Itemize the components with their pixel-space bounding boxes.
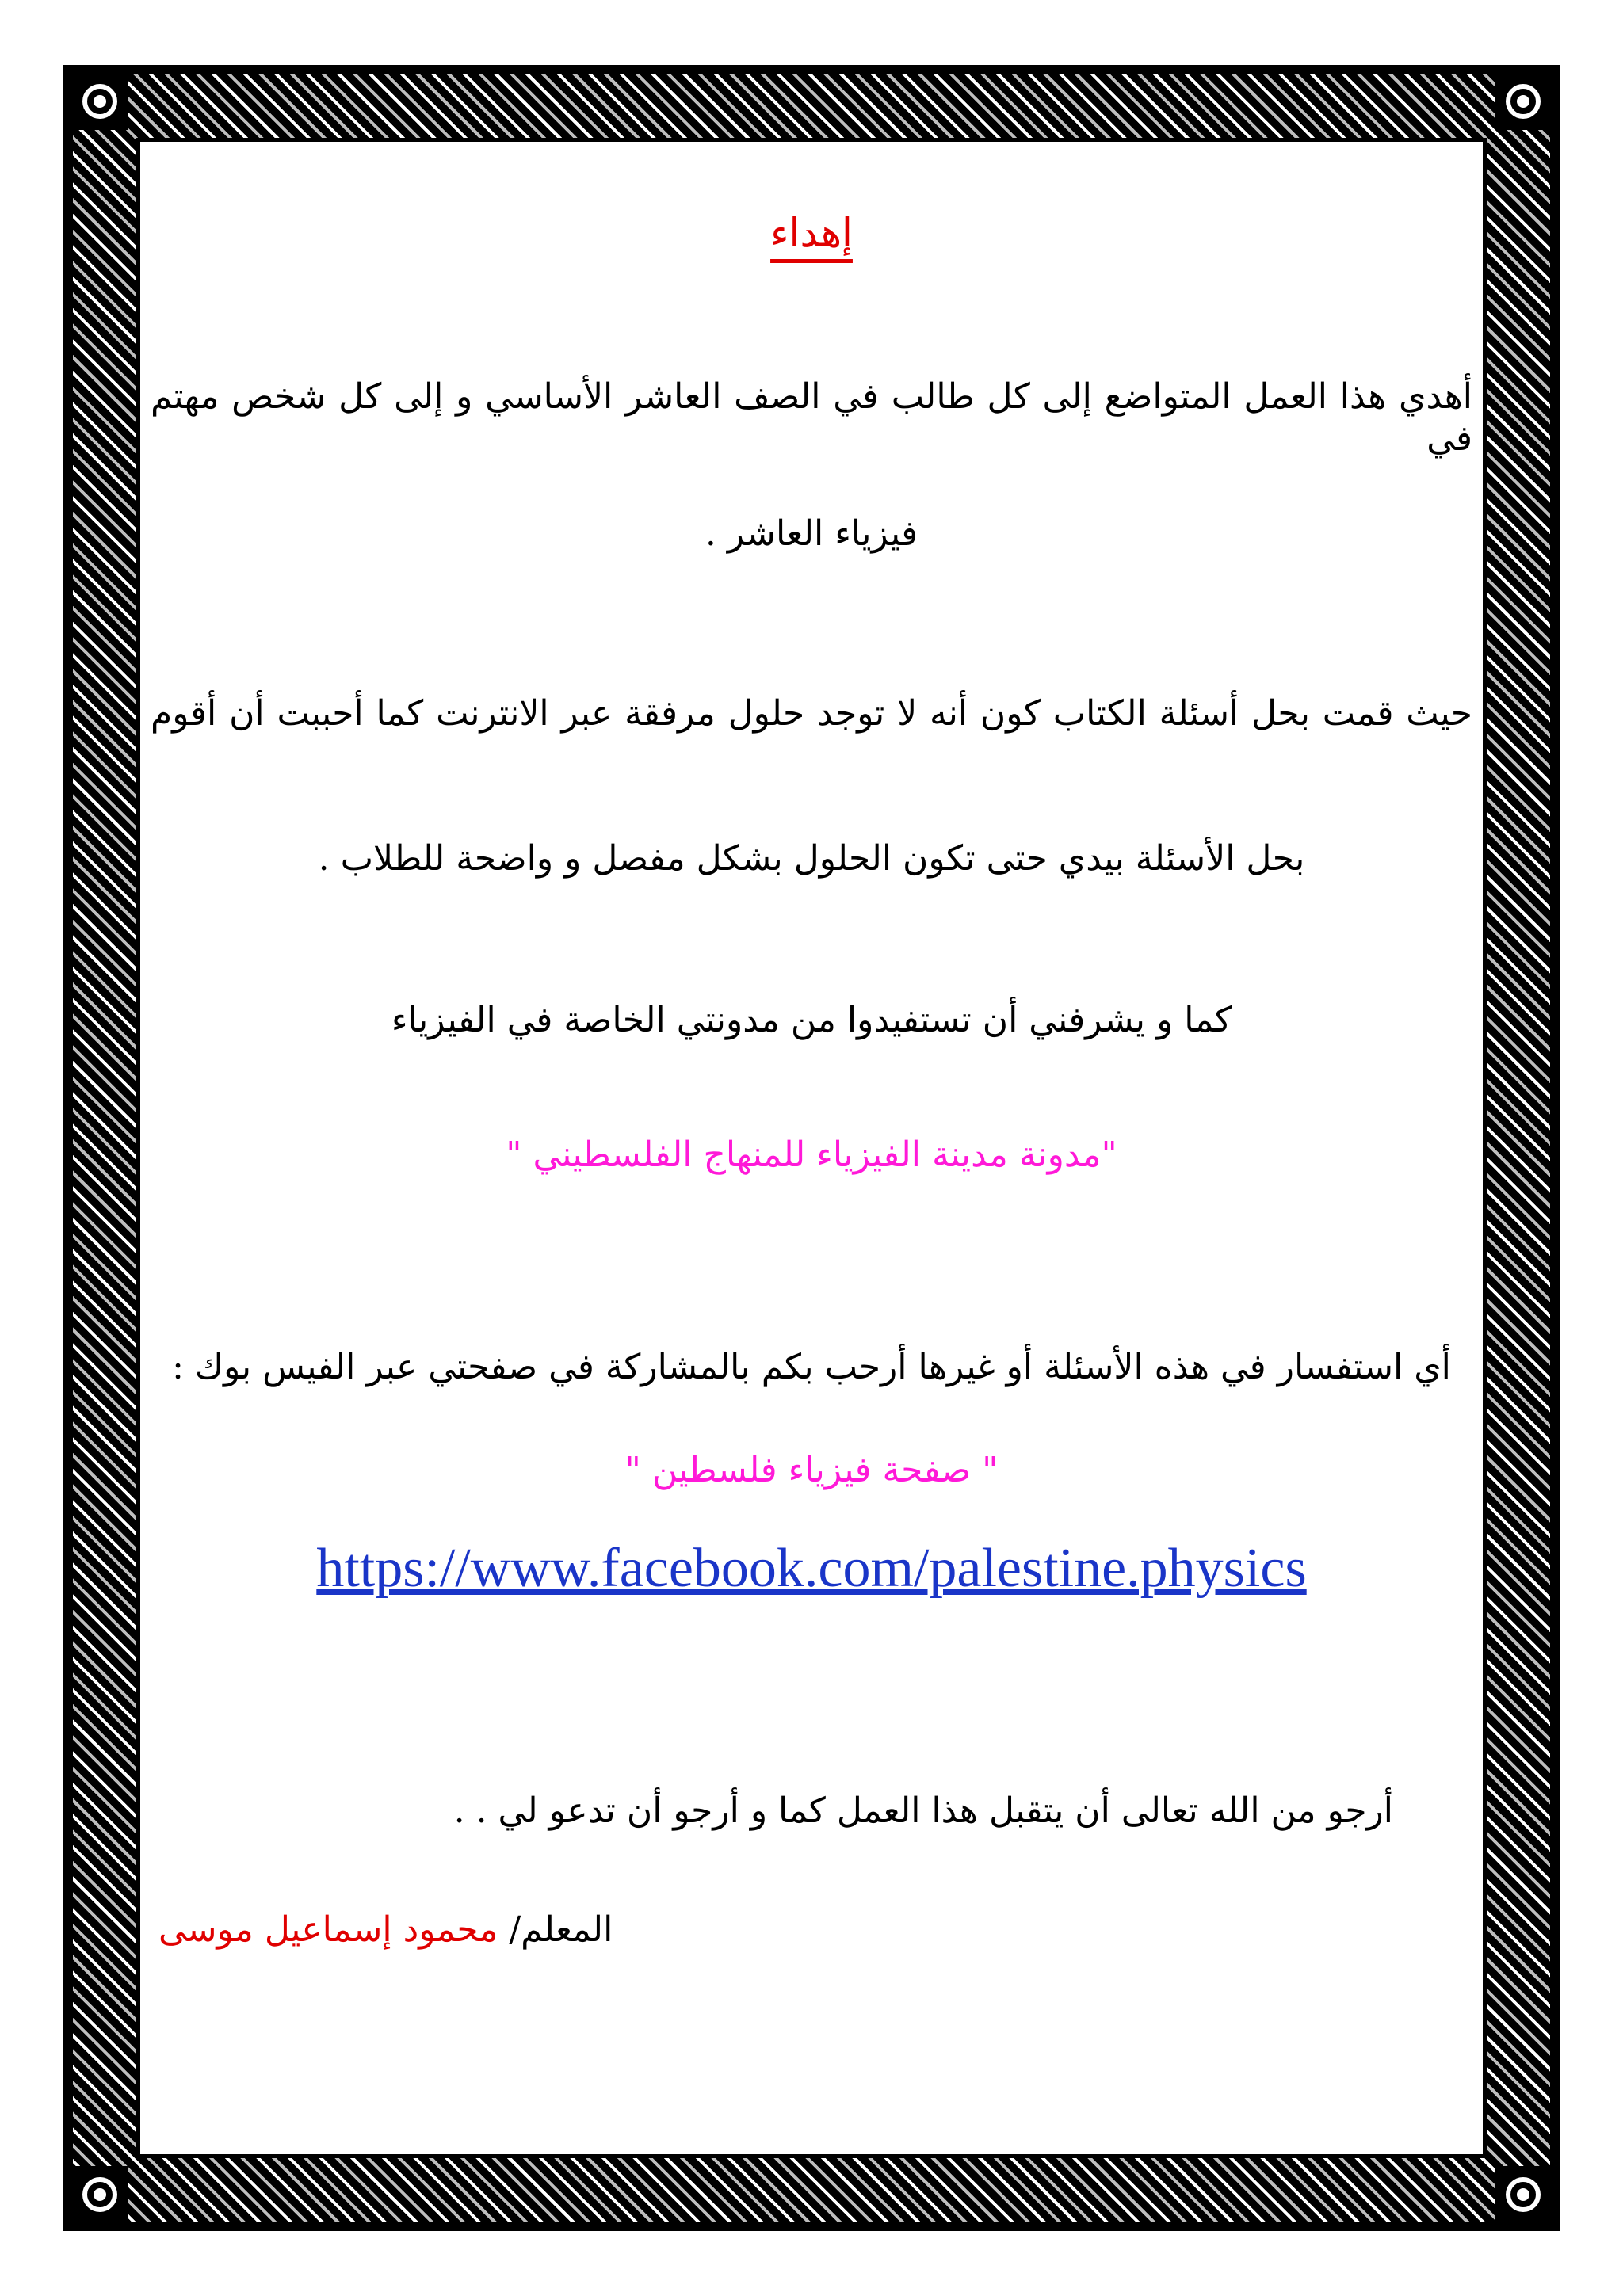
corner-ornament-icon: [71, 73, 128, 130]
paragraph-1-line-1: أهدي هذا العمل المتواضع إلى كل طالب في الصف العاشر الأساسي و إلى كل شخص مهتم في: [151, 376, 1473, 459]
closing-prayer: أرجو من الله تعالى أن يتقبل هذا العمل كما و أرجو أن تدعو لي . .: [453, 1791, 1393, 1831]
paragraph-3: كما و يشرفني أن تستفيدوا من مدونتي الخاصة في الفيزياء: [391, 1000, 1232, 1040]
corner-ornament-icon: [71, 2166, 128, 2223]
paragraph-2-line-2: بحل الأسئلة بيدي حتى تكون الحلول بشكل مفصل و واضحة للطلاب .: [318, 838, 1305, 879]
corner-ornament-icon: [1495, 2166, 1552, 2223]
page-title: إهداء: [770, 210, 853, 256]
blog-name: "مدونة مدينة الفيزياء للمنهاج الفلسطيني ": [506, 1135, 1117, 1175]
signature-name: محمود إسماعيل موسى: [158, 1909, 498, 1950]
signature: [158, 1909, 613, 1950]
paragraph-1-line-2: فيزياء العاشر .: [705, 513, 918, 554]
paragraph-4: أي استفسار في هذه الأسئلة أو غيرها أرحب بكم بالمشاركة في صفحتي عبر الفيس بوك :: [172, 1347, 1451, 1387]
facebook-page-name: " صفحة فيزياء فلسطين ": [624, 1450, 999, 1490]
dedication-content: [135, 135, 1488, 2158]
facebook-link[interactable]: https://www.facebook.com/palestine.physics: [316, 1538, 1307, 1599]
corner-ornament-icon: [1495, 73, 1552, 130]
signature-label: المعلم/: [498, 1909, 613, 1950]
paragraph-2-line-1: حيث قمت بحل أسئلة الكتاب كون أنه لا توجد حلول مرفقة عبر الانترنت كما أحببت أن أقوم: [151, 693, 1472, 734]
